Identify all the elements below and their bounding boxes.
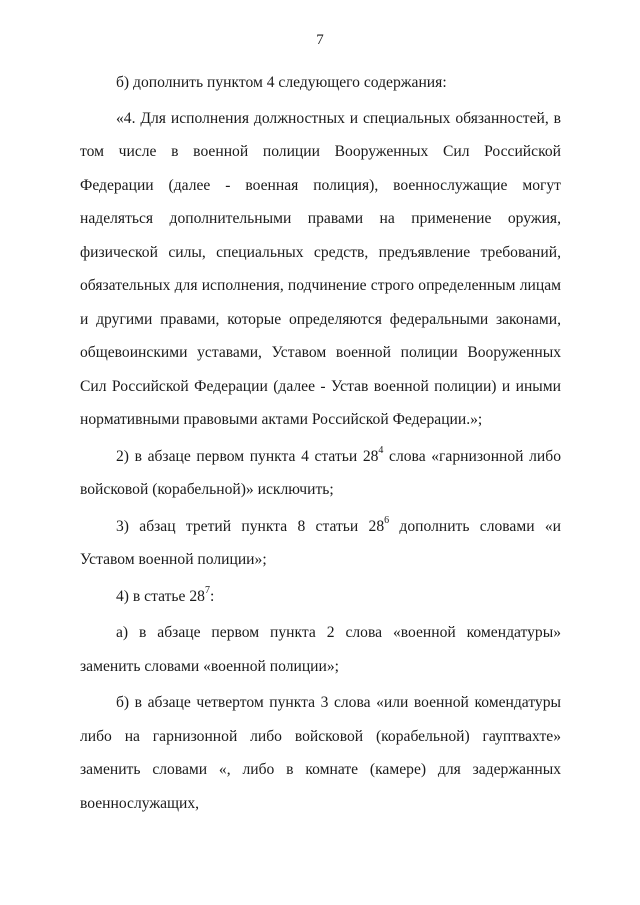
paragraph-article-28-4-end: слова «гарнизонной либо войсковой (корабельной)» исключить; [80,447,561,498]
paragraph-point-2-amend: а) в абзаце первом пункта 2 слова «военной комендатуры» заменить словами «военной полиции»; [80,624,561,675]
paragraph-article-28-7 [80,580,561,614]
paragraph-article-28-4-start: 2) в абзаце первом пункта 4 статьи 28 [116,447,379,465]
paragraph-point-4-text: «4. Для исполнения должностных и специальных обязанностей, в том числе в военной полиции Вооруженных Сил Российской Федерации (далее - военная полиция), военнослужащие могут наделяться дополнительными правами на применение оружия, физической силы, специальных средств, предъявление требований, обязательных для исполнения, подчинение строго определенным лицам и другими правами, которые определяются федеральными законами, общевоинскими уставами, Уставом военной полиции Вооруженных Сил Российской Федерации (далее - Устав военной полиции) и иными нормативными правовыми актами Российской Федерации.»; [80,109,561,428]
paragraph-article-28-6-end: дополнить словами «и Уставом военной полиции»; [80,517,561,568]
paragraph-article-28-7-end: : [209,587,215,605]
paragraph-point-3-amend: б) в абзаце четвертом пункта 3 слова «или военной комендатуры либо на гарнизонной либо войсковой (корабельной) гауптвахте» заменить словами «, либо в комнате (камере) для задержанных военнослужащих, [80,694,561,812]
document-body [80,66,561,820]
page-number: 7 [316,32,324,48]
paragraph-article-28-4 [80,440,561,507]
superscript-6: 6 [384,515,390,527]
superscript-7: 7 [204,585,210,597]
paragraph-amend-point-4: б) дополнить пунктом 4 следующего содержания: [116,74,447,91]
paragraph-article-28-6 [80,510,561,577]
paragraph-article-28-6-start: 3) абзац третий пункта 8 статьи 28 [116,517,385,535]
paragraph-article-28-7-start: 4) в статье 28 [116,587,205,605]
superscript-4: 4 [378,445,384,457]
